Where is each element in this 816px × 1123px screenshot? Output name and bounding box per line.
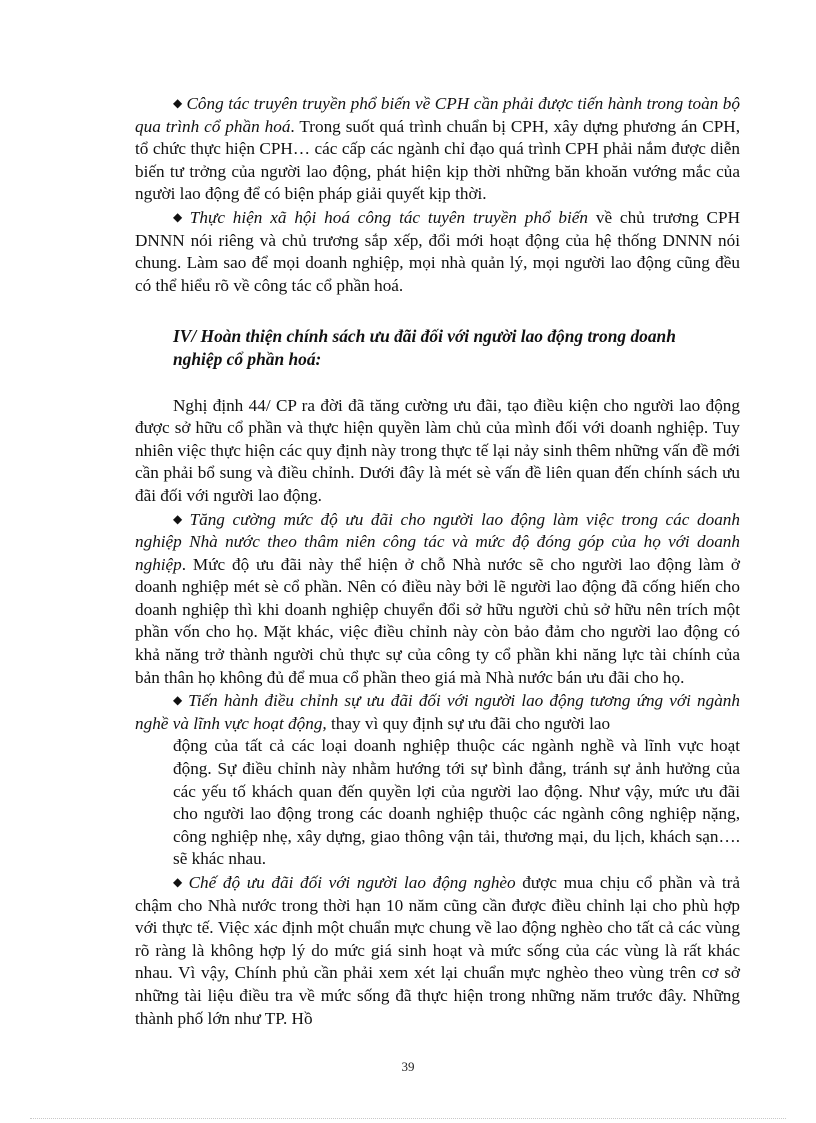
section-heading bbox=[135, 325, 740, 370]
paragraph-poor-workers bbox=[135, 871, 740, 1030]
paragraph-body-text: động của tất cả các loại doanh nghiệp thuộc các ngành nghề và lĩnh vực hoạt động. Sự điều chỉnh này nhằm hướng tới sự bình đẳng, tránh sự ảnh hưởng của các yếu tố khách quan đến quyền lợi của người lao động. Như vậy, mức ưu đãi cho người lao động trong các doanh nghiệp thuộc các ngành công nghiệp nặng, công nghiệp nhẹ, xây dựng, giao thông vận tải, thương mại, du lịch, khách sạn…. sẽ khác nhau. bbox=[173, 736, 740, 869]
paragraph-lead-italic: Công tác truyên truyền phổ biến về CPH cần phải được tiến hành trong toàn bộ qua trình cổ phần hoá bbox=[135, 94, 740, 136]
paragraph-lead-italic: Tiến hành điều chỉnh sự ưu đãi đối với người lao động tương ứng với ngành nghề và lĩnh vực hoạt động, bbox=[135, 691, 740, 733]
paragraph-increase-incentives bbox=[135, 508, 740, 690]
paragraph-body-text: được mua chịu cổ phần và trả chậm cho Nhà nước trong thời hạn 10 năm cũng cần được điều chỉnh lại cho phù hợp với thực tế. Việc xác định một chuẩn mực chung về lao động nghèo cho tất cả các vùng rõ ràng là không hợp lý do mức giá sinh hoạt và mức sống của các vùng là rất khác nhau. Vì vậy, Chính phủ cần phải xem xét lại chuẩn mực nghèo theo vùng trên cơ sở những tài liệu điều tra về mức sống đã thực hiện trong những năm trước đây. Những thành phố lớn như TP. Hồ bbox=[135, 873, 741, 1028]
page-bottom-divider bbox=[30, 1118, 786, 1119]
page-number: 39 bbox=[401, 1059, 415, 1074]
paragraph-body-text: . Trong suốt quá trình chuẩn bị CPH, xây dựng phương án CPH, tổ chức thực hiện CPH… các cấp các ngành chỉ đạo quá trình CPH phải nắm được diễn biến tư trởng của người lao động, phát hiện kịp thời những băn khoăn vướng mắc của người lao động để có biện pháp giải quyết kịp thời. bbox=[135, 116, 740, 204]
diamond-bullet-icon: ◆ bbox=[173, 693, 185, 708]
paragraph-socialization bbox=[135, 206, 740, 297]
paragraph-lead-italic: Thực hiện xã hội hoá công tác tuyên truyền phổ biến bbox=[189, 207, 588, 227]
diamond-bullet-icon: ◆ bbox=[173, 511, 186, 526]
paragraph-lead-italic: Chế độ ưu đãi đối với người lao động nghèo bbox=[188, 873, 516, 892]
paragraph-body-text: Nghị định 44/ CP ra đời đã tăng cường ưu đãi, tạo điều kiện cho người lao động được sở hữu cổ phần và thực hiện quyền làm chủ của mình đối với doanh nghiệp. Tuy nhiên việc thực hiện các quy định này trong thực tế lại nảy sinh thêm những vấn đề mới cần phải bổ sung và điều chỉnh. Dưới đây là mét sè vấn đề liên quan đến chính sách ưu đãi đối với người lao động. bbox=[135, 395, 740, 505]
document-page bbox=[135, 92, 740, 1030]
diamond-bullet-icon: ◆ bbox=[173, 875, 185, 889]
section-heading-line-1: IV/ Hoàn thiện chính sách ưu đãi đối với người lao động trong doanh bbox=[173, 326, 676, 347]
paragraph-cph-propaganda bbox=[135, 92, 740, 206]
diamond-bullet-icon: ◆ bbox=[173, 209, 186, 224]
paragraph-body-text: thay vì quy định sự ưu đãi cho người lao bbox=[326, 713, 611, 733]
paragraph-body-text: về chủ trương CPH DNNN nói riêng và chủ trương sắp xếp, đổi mới hoạt động của hệ thống DNNN nói chung. Làm sao để mọi doanh nghiệp, mọi nhà quản lý, mọi người lao động cũng đều có thể hiểu rõ về công tác cổ phần hoá. bbox=[135, 207, 740, 295]
paragraph-adjust-by-sector bbox=[135, 689, 740, 735]
diamond-bullet-icon: ◆ bbox=[173, 96, 183, 110]
section-heading-line-2: nghiệp cổ phần hoá: bbox=[173, 348, 322, 369]
paragraph-decree-44 bbox=[135, 395, 740, 508]
paragraph-adjust-by-sector-continued bbox=[135, 735, 740, 871]
paragraph-lead-italic: Tăng cường mức độ ưu đãi cho người lao động làm việc trong các doanh nghiệp Nhà nước theo thâm niên công tác và mức độ đóng góp của họ với doanh nghiệp bbox=[135, 509, 740, 574]
paragraph-body-text: . Mức độ ưu đãi này thể hiện ở chỗ Nhà nước sẽ cho người lao động làm ở doanh nghiệp mét sè cổ phần. Nên có điều này bởi lẽ người lao động đã cống hiến cho doanh nghiệp thì khi doanh nghiệp chuyển đổi sở hữu người chủ sở hữu nên trích một phần vốn cho họ. Mặt khác, việc điều chỉnh này còn bảo đảm cho người lao động có khả năng trở thành người chủ thực sự của công ty cổ phần khi năng lực tài chính của bản thân họ không đủ để mua cổ phần theo giá mà Nhà nước bán ưu đãi cho họ. bbox=[135, 554, 740, 687]
